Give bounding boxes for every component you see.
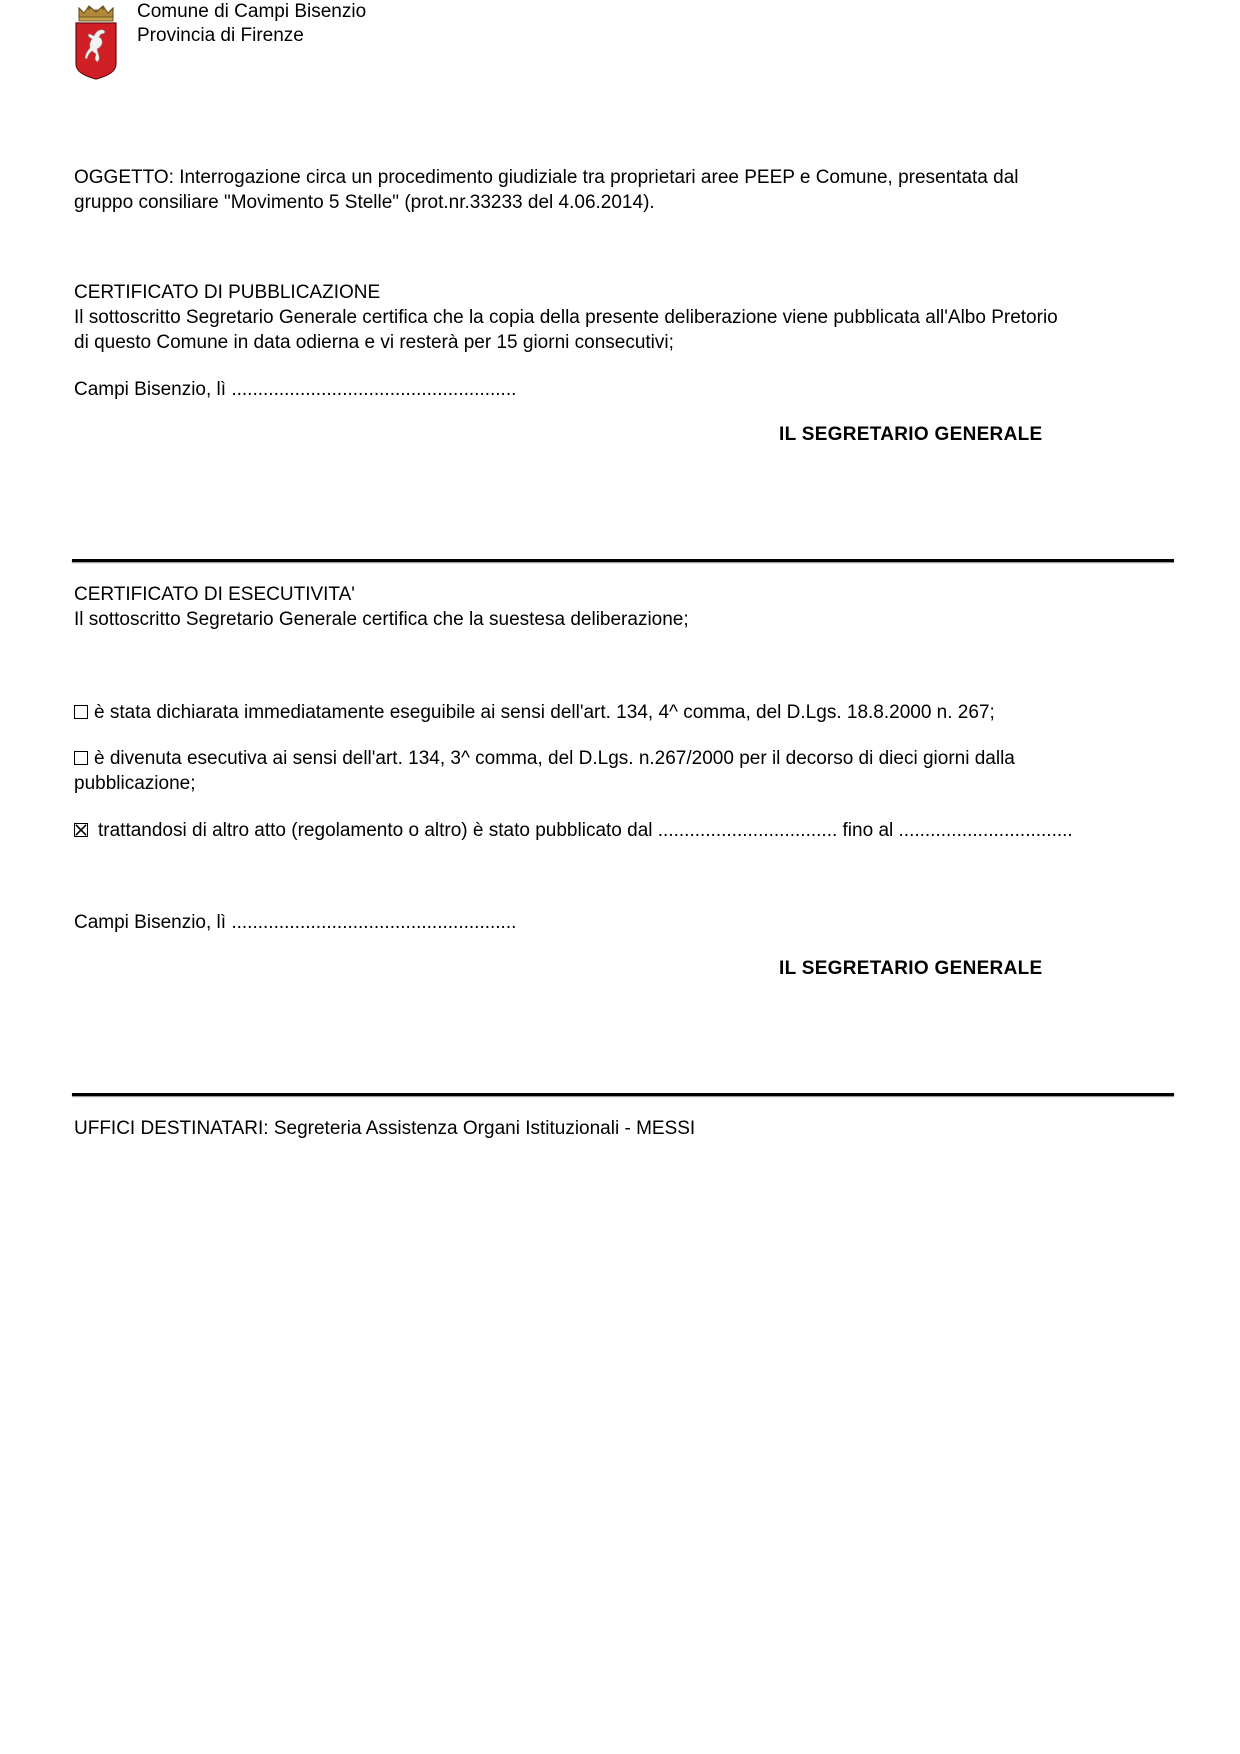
- option-label: è divenuta esecutiva ai sensi dell'art. 134, 3^ comma, del D.Lgs. n.267/2000 per il decorso di dieci giorni dalla: [94, 748, 1015, 769]
- publication-text-line-1: Il sottoscritto Segretario Generale certifica che la copia della presente deliberazione viene pubblicata all'Albo Pretorio: [74, 307, 1058, 328]
- execution-title: CERTIFICATO DI ESECUTIVITA': [74, 584, 355, 605]
- option-other-act: [74, 818, 1073, 843]
- checked-checkbox-icon[interactable]: [74, 823, 88, 837]
- section-divider-2: [72, 1093, 1174, 1096]
- execution-place-date: Campi Bisenzio, lì ......................................................: [74, 912, 517, 933]
- publication-place-date: Campi Bisenzio, lì ......................................................: [74, 379, 517, 400]
- unchecked-checkbox-icon[interactable]: [74, 751, 88, 765]
- option-became-executive: [74, 746, 1015, 771]
- execution-text: Il sottoscritto Segretario Generale certifica che la suestesa deliberazione;: [74, 609, 689, 630]
- execution-signature: IL SEGRETARIO GENERALE: [779, 958, 1043, 979]
- publication-text-line-2: di questo Comune in data odierna e vi resterà per 15 giorni consecutivi;: [74, 332, 674, 353]
- option-label: è stata dichiarata immediatamente eseguibile ai sensi dell'art. 134, 4^ comma, del D.Lgs. 18.8.2000 n. 267;: [94, 702, 995, 723]
- publication-signature: IL SEGRETARIO GENERALE: [779, 424, 1043, 445]
- municipality-name: Comune di Campi Bisenzio: [137, 1, 367, 22]
- subject-line-1: OGGETTO: Interrogazione circa un procedimento giudiziale tra proprietari aree PEEP e Comune, presentata dal: [74, 167, 1019, 188]
- province-name: Provincia di Firenze: [137, 25, 304, 46]
- option-label: trattandosi di altro atto (regolamento o altro) è stato pubblicato dal .................................. fino al .................................: [98, 820, 1073, 841]
- option-became-executive-line-2: pubblicazione;: [74, 773, 196, 794]
- unchecked-checkbox-icon[interactable]: [74, 705, 88, 719]
- publication-title: CERTIFICATO DI PUBBLICAZIONE: [74, 282, 381, 303]
- option-immediately-executable: [74, 700, 995, 725]
- section-divider-1: [72, 559, 1174, 562]
- subject-line-2: gruppo consiliare "Movimento 5 Stelle" (prot.nr.33233 del 4.06.2014).: [74, 192, 655, 213]
- recipient-offices: UFFICI DESTINATARI: Segreteria Assistenza Organi Istituzionali - MESSI: [74, 1118, 696, 1139]
- coat-of-arms-logo: [73, 4, 119, 80]
